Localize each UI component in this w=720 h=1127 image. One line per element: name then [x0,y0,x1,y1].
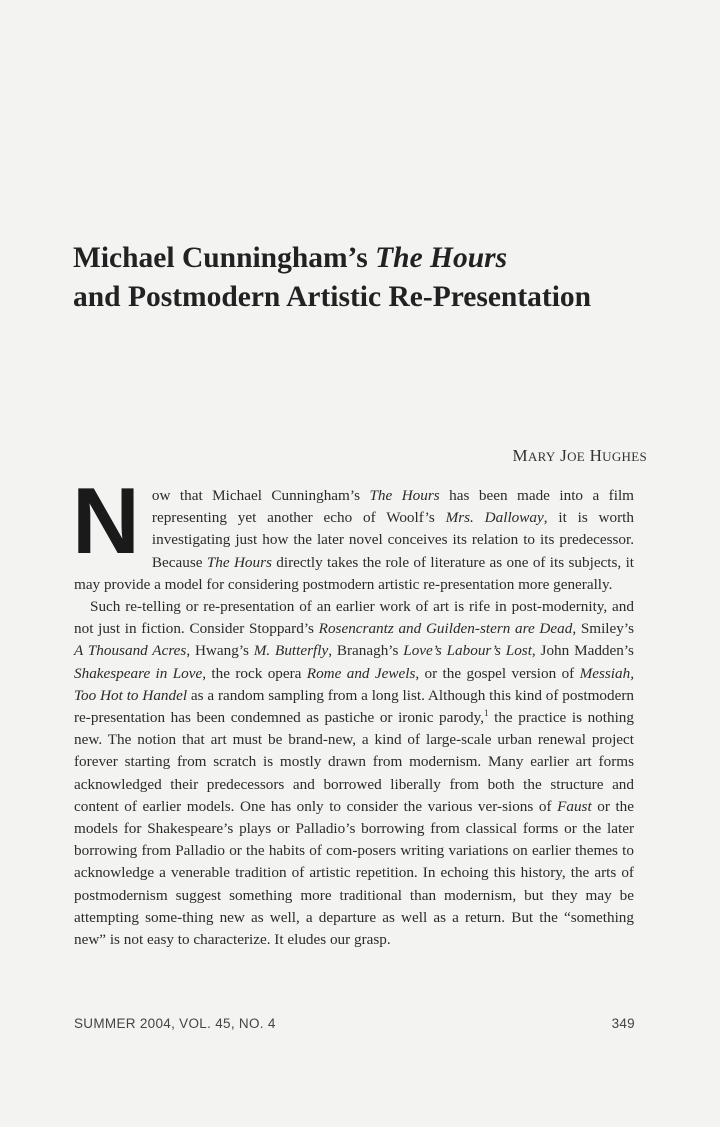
title-line-1 [73,239,673,278]
italic-title: Mrs. Dalloway [445,509,544,527]
article-body [72,468,635,951]
title-text: Michael Cunningham’s [73,242,376,274]
paragraph-2 [74,596,634,951]
journal-issue: SUMMER 2004, VOL. 45, NO. 4 [74,1016,276,1031]
author-smallcaps: ARY [527,449,556,464]
article-title [73,239,673,317]
text-run: or the models for Shakespeare’s plays or Palladio’s borrowing from classical forms or the later borrowing from Palladio or the habits of com-posers writing variations on earlier themes to acknowledge a venerable tradition of artistic repetition. In echoing this history, the arts of postmodernism suggest something more traditional than modernism, but they may be attempting some-thing new as well, a departure as well as a return. But the “something new” is not easy to characterize. It eludes our grasp. [74,797,634,949]
text-run: , or the gospel version of [415,664,580,682]
text-run: as a random sampling from a long list. Although this kind of postmodern re-presentation has been condemned as pastiche or ironic parody, [74,686,634,727]
text-run: Such re-telling or re-presentation of an earlier work of art is rife in post-modernity, and not just in fiction. Consider Stoppard’s [74,598,634,638]
italic-title: Faust [557,797,592,815]
author-initial: H [589,446,603,465]
italic-title: M. Butterfly [253,642,329,660]
text-run: , John Madden’s [531,642,634,660]
text-run: has been made into a film representing yet another echo of Woolf’s [151,487,634,527]
italic-title: Rosencrantz and Guilden-stern are Dead [318,620,573,638]
title-line-2: and Postmodern Artistic Re-Presentation [73,281,592,313]
text-run: ow that Michael Cunningham’s [151,487,370,504]
author-smallcaps: UGHES [602,449,647,464]
text-run: , Smiley’s [572,620,634,638]
italic-title: The Hours [206,553,272,571]
italic-title: The Hours [369,487,440,504]
author-name [513,446,647,466]
drop-cap: N [72,468,140,573]
text-run: the practice is nothing new. The notion that art must be brand-new, a kind of large-scale urban renewal project forever starting from scratch is mostly drawn from modernism. Many earlier art forms acknowledged their predecessors and borrowed liberally from both the structure and content of earlier models. One has only to consider the various ver-sions of [74,709,634,815]
paragraph-1 [72,468,635,596]
italic-title: Messiah, Too Hot to Handel [74,664,635,704]
italic-title: A Thousand Acres [74,642,187,660]
text-run: , Branagh’s [328,642,404,660]
author-initial: J [560,446,568,465]
italic-title: Rome and Jewels [306,664,416,682]
text-run: , it is worth investigating just how the later novel conceives its relation to its predecessor. Because [151,509,634,571]
text-run: , the rock opera [202,664,307,682]
italic-title: Shakespeare in Love [74,664,203,682]
italic-title: Love’s Labour’s Lost [403,642,532,660]
author-initial: M [512,446,528,465]
text-run: directly takes the role of literature as one of its subjects, it may provide a model for considering postmodern artistic re-presentation more generally. [74,553,635,593]
page-number: 349 [611,1016,635,1031]
title-book-italic: The Hours [375,242,508,274]
text-run: , Hwang’s [186,642,254,660]
footnote-marker[interactable]: 1 [484,707,489,718]
author-smallcaps: OE [567,449,586,464]
